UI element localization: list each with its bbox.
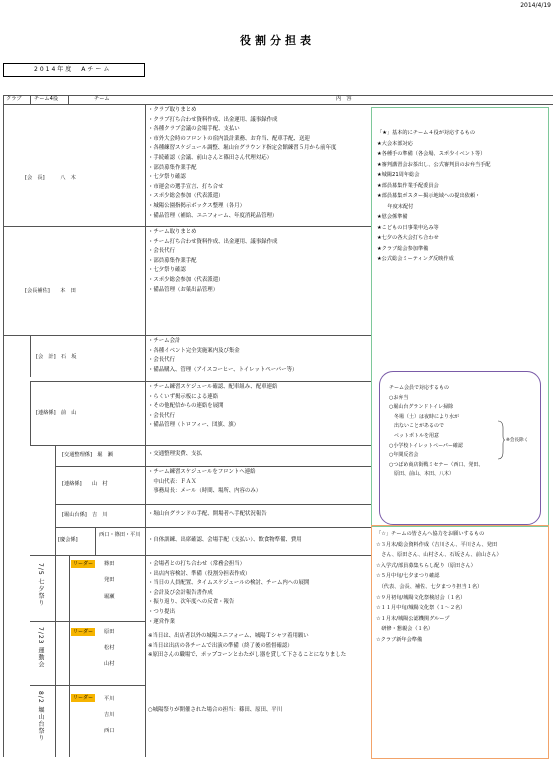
tasks-renraku: ・チーム練習スケジュール確認、配車組み、配車連絡 ・らくいず掲示板による連絡 ・その他配信からの連絡を展開 ・会長代行 ・備品管理（トロフィー、団旗、旗） bbox=[148, 384, 278, 429]
event-final: ○城陽祭りが開催された場合の担当：篠田、原田、平川 bbox=[148, 707, 283, 713]
tasks-kotsu: ・交通整理実費、支払 bbox=[148, 451, 202, 457]
bracket-icon bbox=[497, 420, 505, 460]
role-kaikei: [会 計] 石 坂 bbox=[36, 354, 77, 360]
col-team4: チーム4役 bbox=[34, 96, 59, 102]
leader-badge-tanabata: リーダー bbox=[73, 561, 94, 567]
col-team: チーム bbox=[94, 96, 110, 102]
event-tasks: ・会場者との打ち合わせ（常務会担当） ・出店内容検討、準備（役割分担表作成） ・当日の人員配置、タイムスケジュールの検討、チーム内への展開 ・会計及び会計報告書作成 ・振り返り、次年度への反省・報告 ・つり提出 ・運営作業 bbox=[148, 561, 310, 625]
member: 篠田 bbox=[104, 561, 115, 567]
member: 原田 bbox=[104, 629, 115, 635]
page-title: 役割分担表 bbox=[240, 34, 315, 47]
member: 堀瀬 bbox=[104, 594, 115, 600]
col-content: 内 容 bbox=[336, 96, 352, 102]
orange-box-list: 「☆」チームの皆さんへ協力をお願いするもの ☆３月末/総会資料作成（吉川さん、平川さん、発田 さん、原田さん、山村さん、石坂さん、前山さん） ☆入学式/部員募集ちらし配り（原田さん） ☆５月中旬/七夕まつり確認 （代表、会長、補佐、七夕まつり担当１名） ☆９月初旬/城陽文化祭検討会（１名） ☆１１月中旬/城陽文化祭（１〜２名） ☆１月末/城陽公認機関グループ 研修・懇親会（１名） ☆クラブ新年会準備 bbox=[376, 531, 502, 643]
subrole-keikai-name: 西口・篠田・平川 bbox=[99, 532, 141, 538]
tasks-horiyama: ・堀山台グランドの手配、開場者へ手配状況報告 bbox=[148, 511, 267, 517]
subrole-renraku2: [連絡係] 山 村 bbox=[62, 481, 108, 487]
tasks-renraku2: ・チーム練習スケジュールをフロントへ連絡 中山代表：ＦＡＸ 事務局長：メール（時間、場所、内容のみ） bbox=[148, 469, 262, 495]
subrole-horiyama: [堀山台係] 吉 川 bbox=[62, 512, 108, 518]
print-date: 2014/4/19 bbox=[520, 2, 551, 9]
subrole-kotsu: [交通整理係] 堀 瀬 bbox=[62, 452, 113, 458]
purple-side-label: ※会長除く bbox=[506, 438, 529, 443]
event-undokai: 7/23 運動会 bbox=[37, 627, 44, 669]
green-box-list: 「★」基本的にチーム４役が対応するもの ★大会本部対応 ★各種手の準備（各会場、スポ少イベント等） ★審判講習会お茶出し、公式審判員のお弁当手配 ★城陽21周年総会 ★部員募集作業手配委員会 ★部員募集ポスター掲示地域への提出依頼・ 年度末配付 ★慰会係準備 ★こどもの日事業申込み等 ★七夕の各大会打ち合わせ ★クラブ総会参加準備 ★公式総会ミーティング反映作成 bbox=[377, 130, 491, 262]
member: 発田 bbox=[104, 577, 115, 583]
event-tanabata: 7/5 七夕祭り bbox=[37, 563, 44, 607]
leader-badge-horiyama: リーダー bbox=[73, 695, 94, 701]
subrole-keikai: [慶会係] bbox=[58, 537, 78, 543]
event-horiyama: 8/2 堀山台祭り bbox=[37, 691, 44, 742]
leader-badge-undokai: リーダー bbox=[73, 629, 94, 635]
tasks-kaikei: ・チーム会計 ・各種イベント完全実施案内及び集金 ・会長代行 ・備品購入、管理（アイスコーヒー、トイレットペーパー等） bbox=[148, 338, 298, 373]
tasks-fukukaicho: ・チーム取りまとめ ・チーム打ち合わせ資料作成、出金運用、議事録作成 ・会長代行 ・部員募集作業手配 ・七夕祭り確認 ・スポ少総会参加（代表派遣） ・備品管理（お菓出品管理） bbox=[148, 229, 278, 293]
role-fukukaicho: [会長補佐] 本 田 bbox=[25, 288, 76, 294]
col-club: クラブ bbox=[6, 96, 22, 102]
member: 吉川 bbox=[104, 712, 115, 718]
purple-box-list: チーム会員で対応するもの ○お弁当 ○堀山台グランドトイレ掃除 冬場（土）は夜時により水が 出ないことがあるので ペットボトルを用意 ○小学校トイレットペーパー確認 ○年間反省会 ○つばめ商店街戦ミセナー（西口、発田、 原田、前山、本田、八木） bbox=[389, 385, 484, 478]
member: 松村 bbox=[104, 645, 115, 651]
member: 西口 bbox=[104, 728, 115, 734]
role-renraku: [連絡係] 前 山 bbox=[36, 410, 77, 416]
team-label: 2014年度 Aチーム bbox=[34, 66, 112, 73]
team-label-box bbox=[3, 63, 145, 77]
tasks-keikai: ・自体訓練、出席確認、会場手配（支払い）、飲食物準備、費用 bbox=[148, 537, 302, 543]
tasks-kaicho: ・クラブ取りまとめ ・クラブ打ち合わせ資料作成、出金運用、議事録作成 ・各種クラブ会議の会場手配、支払い ・市外大会時のフロントの宿内設計業務、お弁当、配車手配、送迎 ・各種練習スケジュール調整、堀山台グラウンド指定会館練習５月から前年度 ・手続確認（会議、前山さんと篠田さん代理対応） ・部員募集作業手配 ・七夕祭り確認 ・市運会の選手宣言、打ち合せ ・スポ少総会参加（代表派遣） ・城陽公園指掲示ボックス整理（各月） ・備品管理（補給、ユニフォーム、年度消耗品管理） bbox=[148, 107, 337, 219]
event-notes: ※当日は、出店者以外の城陽ユニフォーム、城陽Ｔシャツ着用願い ※当日は出店の各チームで出演の準備（終了後の監督確認） ※原田さんの職場で、ポップコーンとわたがし器を貸して下さることになりました bbox=[148, 633, 347, 659]
role-kaicho: [会 長] 八 木 bbox=[25, 175, 76, 181]
member: 平川 bbox=[104, 696, 115, 702]
member: 山村 bbox=[104, 661, 115, 667]
